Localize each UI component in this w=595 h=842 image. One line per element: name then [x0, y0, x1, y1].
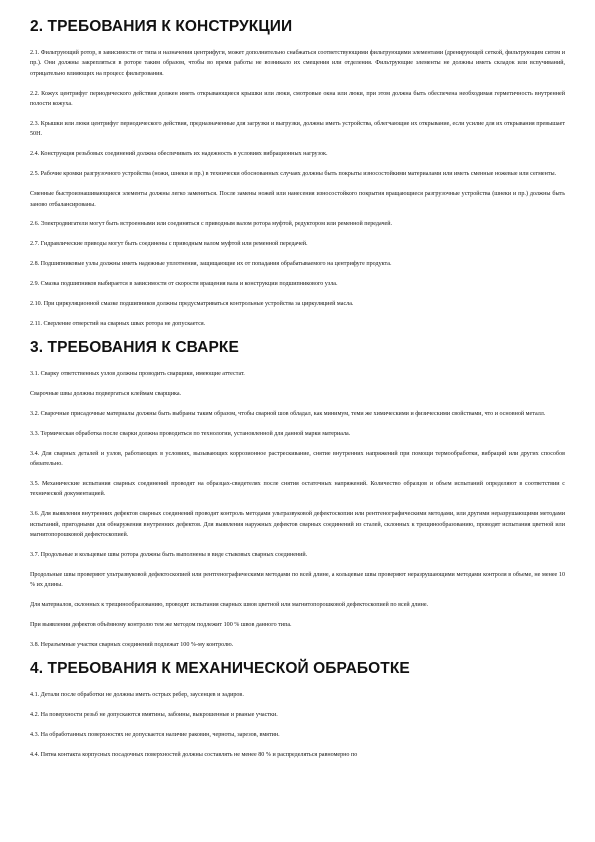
section-heading: 2. ТРЕБОВАНИЯ К КОНСТРУКЦИИ — [30, 18, 293, 35]
paragraph: 2.1. Фильтрующий ротор, в зависимости от типа и назначения центрифуги, может дополнительно снабжаться соответствующими фильтрующими элементами (дренирующей сеткой, фильтрующим ситом и пр.). Они должны закрепляться в роторе таким образом, чтобы во время работы не возникало их смещения или отделения. Фильтрующие элементы не должны иметь складок или вспучиваний, отрицательно влияющих на процесс фильтрования. — [30, 50, 565, 77]
paragraph: 3.2. Сварочные присадочные материалы должны быть выбраны таким образом, чтобы сварной шов обладал, как минимум, теми же химическими и физическими свойствами, что и основной металл. — [30, 410, 546, 417]
paragraph: 4.2. На поверхности резьб не допускаются вмятины, забоины, выкрошенные и рваные участки. — [30, 711, 278, 718]
paragraph: 2.8. Подшипниковые узлы должны иметь надежные уплотнения, защищающие их от попадания обрабатываемого на центрифуге продукта. — [30, 261, 392, 268]
section-heading: 3. ТРЕБОВАНИЯ К СВАРКЕ — [30, 338, 239, 356]
paragraph: 2.4. Конструкция резьбовых соединений должна обеспечивать их надежность в условиях вибрационных нагрузок. — [30, 151, 328, 158]
document-page — [30, 12, 565, 769]
paragraph: 2.10. При циркуляционной смазке подшипников должны предусматриваться контрольные устройства за циркуляцией масла. — [30, 301, 354, 308]
paragraph: 4.4. Пятна контакта корпусных посадочных поверхностей должны составлять не менее 80 % и распределяться равномерно по — [30, 751, 358, 758]
paragraph: Для материалов, склонных к трещинообразованию, проводят испытания сварных швов цветной или магнитопорошковой дефектоскопией по всей длине. — [30, 602, 429, 609]
paragraph: 3.6. Для выявления внутренних дефектов сварных соединений проводят контроль методами ультразвуковой дефектоскопии или рентгенографическими методами, или другими неразрушающими методами испытаний, пригодными для обнаружения внутренних дефектов. Для выявления наружных дефектов сварных соединений из сталей, склонных к трещинообразованию, проводят испытания цветной или магнитопорошковой дефектоскопией. — [30, 511, 565, 538]
paragraph: 2.2. Кожух центрифуг периодического действия должен иметь открывающиеся крышки или люки, смотровые окна или люки, при этом должна быть обеспечена необходимая герметичность внутренней полости кожуха. — [30, 90, 565, 108]
paragraph: 3.1. Сварку ответственных узлов должны проводить сварщики, имеющие аттестат. — [30, 370, 245, 377]
paragraph: 2.5. Рабочие кромки разгрузочного устройства (ножи, шнеки и пр.) в технически обоснованных случаях должны быть покрыты износостойкими материалами или иметь сменные ножевые или сегменты. — [30, 171, 557, 178]
paragraph: Сварочные швы должны подвергаться клеймам сварщика. — [30, 390, 182, 397]
paragraph: 2.3. Крышки или люки центрифуг периодического действия, предназначенные для загрузки и выгрузки, должны иметь устройства, облегчающие их открывание, если усилие для их открывания превышает 50Н. — [30, 121, 565, 138]
paragraph: 3.5. Механические испытания сварных соединений проводят на образцах-свидетелях после снятия остаточных напряжений. Количество образцов и объем испытаний определяют в соответствии с технической документацией. — [30, 480, 565, 498]
paragraph: 2.9. Смазка подшипников выбирается в зависимости от скорости вращения вала и конструкции подшипникового узла. — [30, 281, 338, 288]
paragraph: 3.3. Термическая обработка после сварки должна проводиться по технологии, установленной для данной марки материала. — [30, 430, 351, 437]
paragraph: При выявлении дефектов объёмному контролю тем же методом подлежит 100 % швов данного типа. — [30, 622, 292, 628]
paragraph: 2.7. Гидравлические приводы могут быть соединены с приводным валом муфтой или ременной передачей. — [30, 241, 308, 248]
paragraph: 4.1. Детали после обработки не должны иметь острых ребер, заусенцев и задиров. — [30, 691, 244, 698]
paragraph: 3.7. Продольные и кольцевые швы ротора должны быть выполнены в виде стыковых сварных соединений. — [30, 551, 308, 558]
paragraph: 4.3. На обработанных поверхностях не допускается наличие раковин, черноты, зарезов, вмятин. — [30, 731, 280, 738]
section-heading: 4. ТРЕБОВАНИЯ К МЕХАНИЧЕСКОЙ ОБРАБОТКЕ — [30, 659, 410, 677]
paragraph: 2.6. Электродвигатели могут быть встроенными или соединяться с приводным валом ротора муфтой, редуктором или ременной передачей. — [30, 221, 393, 228]
paragraph: Сменные быстроизнашивающиеся элементы должны легко заменяться. После замены ножей или нанесения износостойкого покрытия вращающиеся разгрузочные устройства (шнеки и пр.) должны быть заново отбалансированы. — [30, 191, 565, 208]
paragraph: 3.8. Неразъемные участки сварных соединений подлежат 100 %-му контролю. — [30, 641, 234, 648]
paragraph: 2.11. Сверление отверстий на сварных швах ротора не допускается. — [30, 321, 206, 327]
paragraph: Продольные швы проверяют ультразвуковой дефектоскопией или рентгенографическими методами по всей длине, а кольцевые швы проверяют неразрушающими методами контроля в объеме, не менее 10 % их длины. — [30, 571, 565, 589]
paragraph: 3.4. Для сварных деталей и узлов, работающих в условиях, вызывающих коррозионное растрескивание, снятие внутренних напряжений при помощи термообработки, вибраций или других способов обязательно. — [30, 450, 565, 467]
